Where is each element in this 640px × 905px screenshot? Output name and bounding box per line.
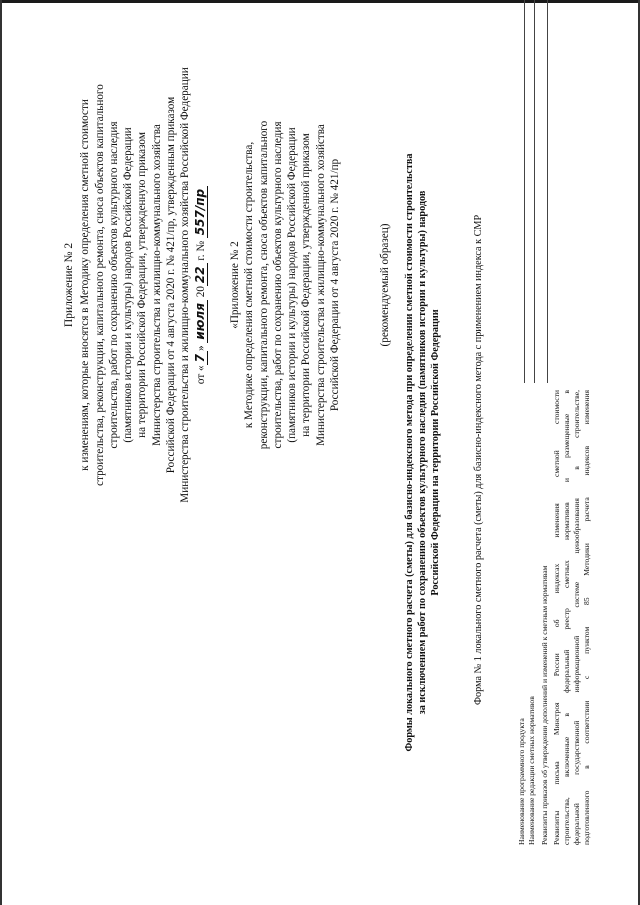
appendix-line-4: (памятников истории и культуры) народов Российской Федерации	[122, 127, 135, 443]
appendix-line-7: Российской Федерации от 4 августа 2020 г. № 421/пр, утвержденным приказом	[165, 96, 178, 474]
info-label-software: Наименование программного продукта	[517, 718, 526, 845]
appendix-line-5: на территории Российской Федерации, утвержденную приказом	[136, 132, 149, 438]
quoted-appendix-title: «Приложение № 2	[229, 241, 241, 329]
order-year-handwritten: 22	[193, 263, 208, 286]
forms-title	[403, 0, 442, 905]
order-date-prefix: от «	[194, 365, 207, 385]
info-rule-software	[524, 0, 525, 383]
info-table	[517, 375, 592, 845]
recommended-sample: (рекомендуемый образец)	[379, 223, 391, 347]
info-rule-orders	[547, 0, 548, 383]
quoted-line-2: реконструкции, капитального ремонта, сноса объектов капитального	[257, 120, 270, 450]
order-day-handwritten: 7	[193, 351, 208, 365]
forms-title-line-2: за исключением работ по сохранению объектов культурного наследия (памятников истории и культуры) народов	[417, 190, 428, 715]
appendix-line-3: строительства, работ по сохранению объектов культурного наследия	[107, 121, 120, 449]
form1-title: Форма № 1 локального сметного расчета (сметы) для базисно-индексного метода с применением индекса к СМР	[473, 214, 484, 705]
info-row-ministry-letter-4: подготовленного в соответствии с пунктом 85 Методики расчета индексов изменения	[581, 390, 591, 845]
appendix-title: Приложение № 2	[63, 242, 75, 328]
appendix-line-2: строительства, реконструкции, капитального ремонта, сноса объектов капитального	[93, 84, 106, 486]
quoted-appendix	[228, 0, 342, 605]
appendix-header	[62, 0, 208, 605]
forms-title-line-3: Российской Федерации на территории Российской Федерации	[430, 309, 441, 596]
quoted-line-6: Министерства строительства и жилищно-коммунального хозяйства	[314, 124, 327, 446]
appendix-line-8: Министерства строительства и жилищно-коммунального хозяйства Российской Федерации	[179, 67, 192, 503]
order-date-mid: »	[194, 345, 207, 352]
quoted-line-4: (памятников истории и культуры) народов Российской Федерации	[286, 127, 299, 443]
info-row-orders	[540, 375, 550, 845]
quoted-line-7: Российской Федерации от 4 августа 2020 г. № 421/пр	[329, 158, 342, 412]
order-date-line	[193, 0, 208, 605]
appendix-line-6: Министерства строительства и жилищно-коммунального хозяйства	[150, 124, 163, 446]
info-label-norms-edition: Наименование редакции сметных нормативов	[526, 696, 536, 845]
info-row-ministry-letter-3: федеральной государственной информационной системе ценообразования в строительстве,	[571, 390, 581, 845]
quoted-line-3: строительства, работ по сохранению объектов культурного наследия	[271, 121, 284, 449]
forms-title-line-1: Формы локального сметного расчета (сметы) для базисно-индексного метода при определении сметной стоимости строительства	[404, 153, 415, 752]
order-year-prefix: 20	[194, 286, 207, 298]
info-row-software	[517, 375, 527, 845]
info-rule-norms-edition	[534, 0, 535, 383]
quoted-line-5: на территории Российской Федерации, утвержденной приказом	[300, 133, 313, 437]
appendix-line-1: к изменениям, которые вносятся в Методику определения сметной стоимости	[79, 99, 92, 471]
order-number-prefix: г. №	[194, 240, 207, 261]
info-row-ministry-letter-2: строительства, включенные в федеральный реестр сметных нормативов и размещенные в	[562, 390, 572, 845]
info-row-ministry-letter-1: Реквизиты письма Минстроя России об индексах изменения сметной стоимости	[552, 390, 562, 845]
order-number-handwritten: 557/пр	[193, 186, 208, 238]
quoted-line-1: к Методике определения сметной стоимости строительства,	[243, 141, 256, 429]
info-row-norms-edition	[527, 375, 537, 845]
info-label-orders: Реквизиты приказов об утверждении дополнений и изменений к сметным нормативам	[539, 565, 549, 845]
order-month-handwritten: июля	[193, 300, 208, 343]
